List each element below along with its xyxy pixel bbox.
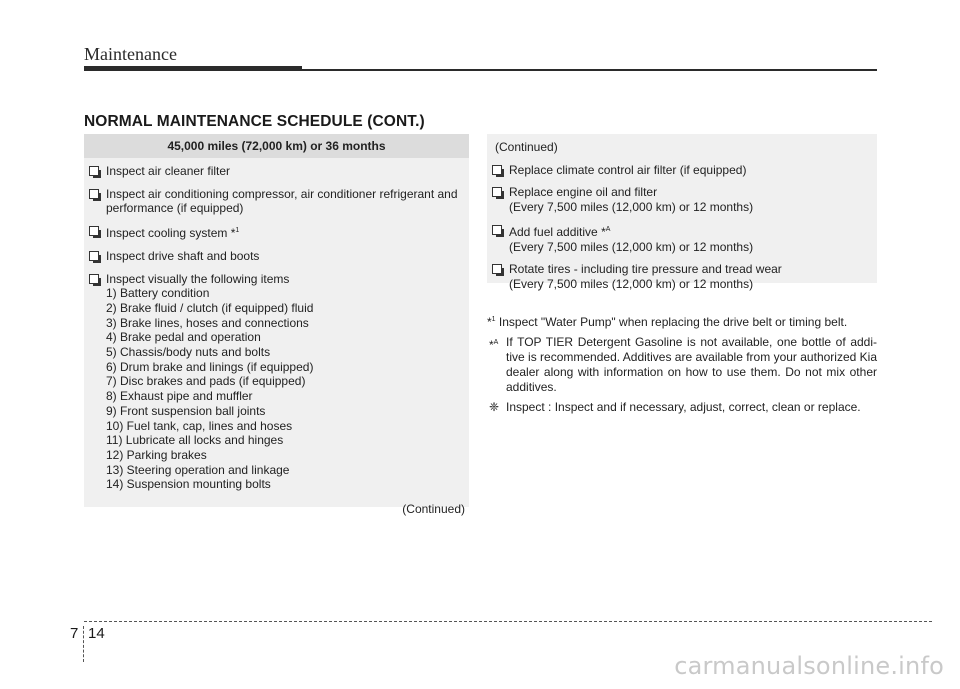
item-text: Inspect cooling system * — [106, 226, 236, 241]
inspect-symbol-icon: ❈ — [489, 400, 500, 414]
checklist-item — [89, 224, 463, 241]
section-title: NORMAL MAINTENANCE SCHEDULE (CONT.) — [84, 113, 425, 130]
checkbox-icon — [89, 274, 99, 284]
footer-divider — [83, 626, 84, 662]
checkbox-icon — [89, 189, 99, 199]
footnote-text: Inspect "Water Pump" when replacing the drive belt or timing belt. — [495, 315, 848, 329]
subitem: 5) Chassis/body nuts and bolts — [106, 345, 271, 360]
checkbox-icon — [492, 187, 502, 197]
interval-heading: 45,000 miles (72,000 km) or 36 months — [84, 134, 469, 158]
footnote-marker: A — [605, 225, 611, 233]
subitem: 12) Parking brakes — [106, 447, 207, 462]
item-text: Rotate tires - including tire pressure and tread wear — [509, 262, 782, 277]
checklist-item — [89, 187, 463, 216]
item-text: Inspect visually the following items — [106, 271, 290, 286]
footnote-2 — [487, 335, 877, 395]
checkbox-icon — [89, 251, 99, 261]
item-text: Inspect air conditioning compressor, air conditioner refrigerant and performance (if equipped) — [106, 186, 458, 216]
checklist-item — [89, 249, 463, 264]
item-text: Add fuel additive * — [509, 224, 606, 239]
header-rule-thick — [84, 66, 302, 71]
checklist-item-visual-inspection — [89, 272, 463, 493]
subitem: 2) Brake fluid / clutch (if equipped) fluid — [106, 300, 314, 315]
subitem: 10) Fuel tank, cap, lines and hoses — [106, 418, 293, 433]
chapter-number: 7 — [70, 625, 79, 642]
subitem: 14) Suspension mounting bolts — [106, 477, 271, 492]
checkbox-icon — [492, 165, 502, 175]
checkbox-icon — [89, 226, 99, 236]
continued-label: (Continued) — [402, 502, 465, 517]
footnote-marker: 1 — [235, 227, 240, 235]
footnote-3 — [487, 400, 877, 415]
item-interval: (Every 7,500 miles (12,000 km) or 12 months) — [509, 276, 754, 291]
page-number: 14 — [88, 625, 105, 642]
subitem: 13) Steering operation and linkage — [106, 462, 290, 477]
item-text: Replace engine oil and filter — [509, 185, 658, 200]
header-rule-thin — [302, 69, 877, 71]
schedule-panel-left — [84, 134, 469, 517]
checklist-item — [492, 185, 871, 214]
footnote-marker: A — [493, 339, 499, 346]
footnote-asterisk: * — [487, 315, 492, 329]
checkbox-icon — [492, 225, 502, 235]
subitem: 3) Brake lines, hoses and connections — [106, 315, 309, 330]
subitem: 8) Exhaust pipe and muffler — [106, 389, 253, 404]
header-title: Maintenance — [84, 44, 177, 64]
subitem: 11) Lubricate all locks and hinges — [106, 433, 284, 448]
footnote-text: If TOP TIER Detergent Gasoline is not available, one bottle of addi-tive is recommended. Additives are available from your authorized Kia dealer along with information on how to use them. Do not mix other additives. — [506, 335, 877, 394]
subitem: 4) Brake pedal and operation — [106, 330, 261, 345]
footnotes — [487, 312, 877, 420]
item-interval: (Every 7,500 miles (12,000 km) or 12 months) — [509, 239, 754, 254]
checkbox-icon — [89, 166, 99, 176]
footnote-1 — [487, 312, 877, 330]
footnote-asterisk: * — [489, 338, 494, 352]
subitem: 6) Drum brake and linings (if equipped) — [106, 359, 314, 374]
checklist-item — [89, 164, 463, 179]
subitem: 7) Disc brakes and pads (if equipped) — [106, 374, 306, 389]
footnote-marker: 1 — [491, 316, 496, 323]
watermark: carmanualsonline.info — [674, 652, 944, 680]
checklist-item — [492, 223, 871, 254]
schedule-panel-right — [487, 134, 877, 291]
subitem: 1) Battery condition — [106, 286, 210, 301]
footer-rule — [84, 621, 932, 622]
item-text: Inspect drive shaft and boots — [106, 248, 260, 263]
footnote-text: Inspect : Inspect and if necessary, adjust, correct, clean or replace. — [506, 400, 861, 414]
subitem: 9) Front suspension ball joints — [106, 403, 266, 418]
checklist-item — [492, 262, 871, 291]
item-interval: (Every 7,500 miles (12,000 km) or 12 months) — [509, 200, 754, 215]
item-text: Inspect air cleaner filter — [106, 164, 231, 178]
item-text: Replace climate control air filter (if equipped) — [509, 162, 747, 177]
checklist-item — [492, 163, 871, 178]
checkbox-icon — [492, 264, 502, 274]
continued-label: (Continued) — [495, 140, 558, 154]
